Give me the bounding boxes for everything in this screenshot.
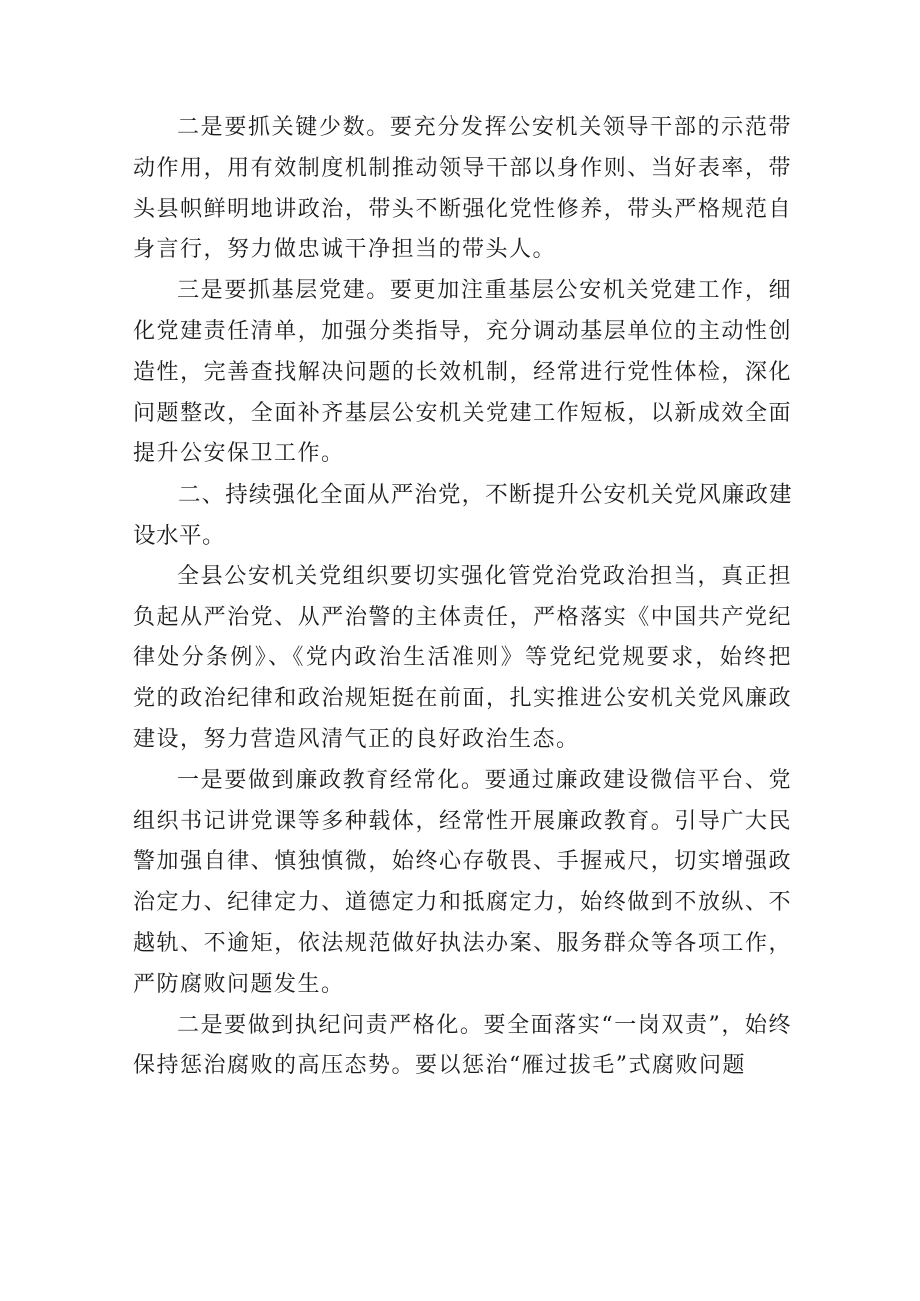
paragraph-party-organization-responsibility: 全县公安机关党组织要切实强化管党治党政治担当，真正担负起从严治党、从严治警的主体责任，严格落实《中国共产党纪律处分条例》、《党内政治生活准则》等党纪党规要求，始终把党的政治纪律和政治规矩挺在前面，扎实推进公安机关党风廉政建设，努力营造风清气正的良好政治生态。 — [133, 563, 792, 752]
paragraph-key-minority: 二是要抓关键少数。要充分发挥公安机关领导干部的示范带动作用，用有效制度机制推动领导干部以身作则、当好表率，带头县帜鲜明地讲政治，带头不断强化党性修养，带头严格规范自身言行，努力做忠诚干净担当的带头人。 — [133, 115, 792, 263]
paragraph-integrity-education: 一是要做到廉政教育经常化。要通过廉政建设微信平台、党组织书记讲党课等多种载体，经常性开展廉政教育。引导广大民警加强自律、慎独慎微，始终心存敬畏、手握戒尺，切实增强政治定力、纪律定力、道德定力和抵腐定力，始终做到不放纵、不越轨、不逾矩，依法规范做好执法办案、服务群众等各项工作，严防腐败问题发生。 — [133, 767, 792, 997]
paragraph-grassroots-party-building: 三是要抓基层党建。要更加注重基层公安机关党建工作，细化党建责任清单，加强分类指导，充分调动基层单位的主动性创造性，完善查找解决问题的长效机制，经常进行党性体检，深化问题整改，全面补齐基层公安机关党建工作短板，以新成效全面提升公安保卫工作。 — [133, 278, 792, 467]
section-heading-strict-governance: 二、持续强化全面从严治党，不断提升公安机关党风廉政建设水平。 — [133, 482, 792, 549]
paragraph-discipline-accountability: 二是要做到执纪问责严格化。要全面落实“一岗双责”，始终保持惩治腐败的高压态势。要以惩治“雁过拔毛”式腐败问题 — [133, 1012, 792, 1079]
